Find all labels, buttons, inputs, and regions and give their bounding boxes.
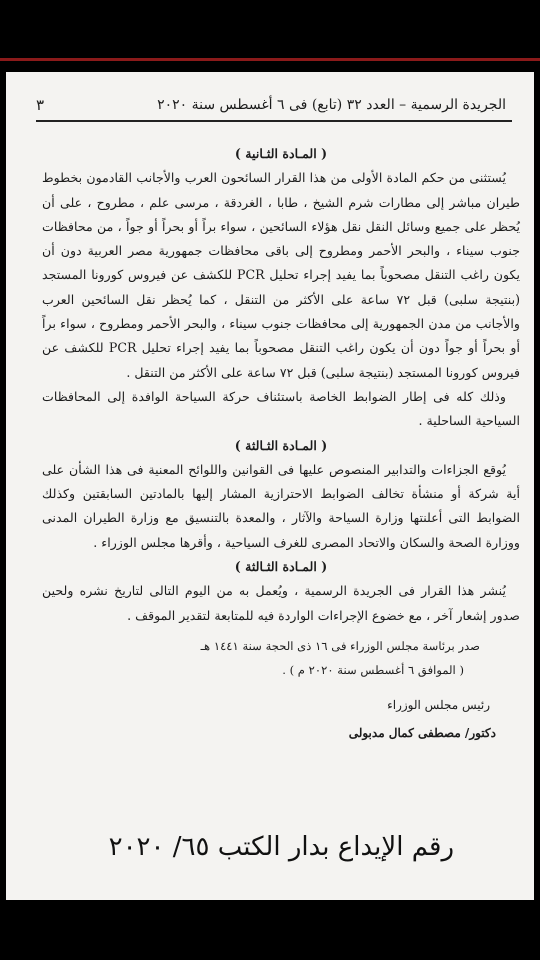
document-body <box>42 142 520 745</box>
header-rule <box>36 120 512 122</box>
header-title: الجريدة الرسمية – العدد ٣٢ (تابع) فى ٦ أغسطس سنة ٢٠٢٠ <box>157 97 506 113</box>
page-header <box>36 94 506 116</box>
signatory-title: رئيس مجلس الوزراء <box>387 697 490 712</box>
article-3-heading: ( المـادة الثـالثة ) <box>234 437 328 453</box>
bottom-black-band <box>0 900 540 960</box>
article-2-text-2: وذلك كله فى إطار الضوابط الخاصة باستئناف حركة السياحة الوافدة إلى المحافظات السياحية الساحلية . <box>42 388 520 429</box>
page-number: ٣ <box>36 96 45 114</box>
article-3-text: يُوقع الجزاءات والتدابير المنصوص عليها فى القوانين واللوائح المعنية فى هذا الشأن على أية شركة أو منشأة تخالف الضوابط الاحترازية المشار إليها بالمادتين السابقتين وكذلك الضوابط التى أعلنتها وزارة السياحة والآثار ، والمعدة بالتنسيق مع وزارة الطيران المدنى ووزارة الصحة والسكان والاتحاد المصرى للغرف السياحية ، وأقرها مجلس الوزراء . <box>42 461 520 550</box>
article-4-heading: ( المـادة الثـالثة ) <box>234 559 328 575</box>
deposit-number: رقم الإيداع بدار الكتب ٦٥/ ٢٠٢٠ <box>108 832 454 862</box>
signatory-name: دكتور/ مصطفى كمال مدبولى <box>348 725 496 740</box>
red-divider <box>0 58 540 61</box>
issued-line: صدر برئاسة مجلس الوزراء فى ١٦ ذى الحجة سنة ١٤٤١ هـ <box>200 638 480 653</box>
gazette-page <box>6 72 534 900</box>
article-2-text: يُستثنى من حكم المادة الأولى من هذا القرار السائحون العرب والأجانب القادمون بخطوط طيران مباشر إلى مطارات شرم الشيخ ، طابا ، الغردقة ، مرسى علم ، مطروح ، على أن يُحظر على جميع وسائل النقل نقل هؤلاء السائحين ، سواء براً أو بحراً أو جواً ، من محافظات جنوب سيناء ، والبحر الأحمر ومطروح إلى باقى محافظات جمهورية مصر العربية دون أن يكون راغب التنقل مصحوباً بما يفيد إجراء تحليل PCR للكشف عن فيروس كورونا المستجد (بنتيجة سلبى) قبل ٧٢ ساعة على الأكثر من التنقل ، كما يُحظر نقل السائحين العرب والأجانب من مدن الجمهورية إلى محافظات جنوب سيناء ، والبحر الأحمر ومطروح ، سواء براً أو بحراً أو جواً دون أن يكون راغب التنقل مصحوباً بما يفيد إجراء تحليل PCR للكشف عن فيروس كورونا المستجد (بنتيجة سلبى) قبل ٧٢ ساعة على الأكثر من التنقل . <box>42 170 520 380</box>
article-4-text: يُنشر هذا القرار فى الجريدة الرسمية ، ويُعمل به من اليوم التالى لتاريخ نشره ولحين صدور إشعار آخر ، مع خضوع الإجراءات الواردة فيه للمتابعة لتقدير الموقف . <box>42 583 520 623</box>
article-2-heading: ( المـادة الثـانية ) <box>234 146 328 161</box>
corresponding-date: ( الموافق ٦ أغسطس سنة ٢٠٢٠ م ) . <box>282 663 464 678</box>
top-black-band <box>0 0 540 58</box>
